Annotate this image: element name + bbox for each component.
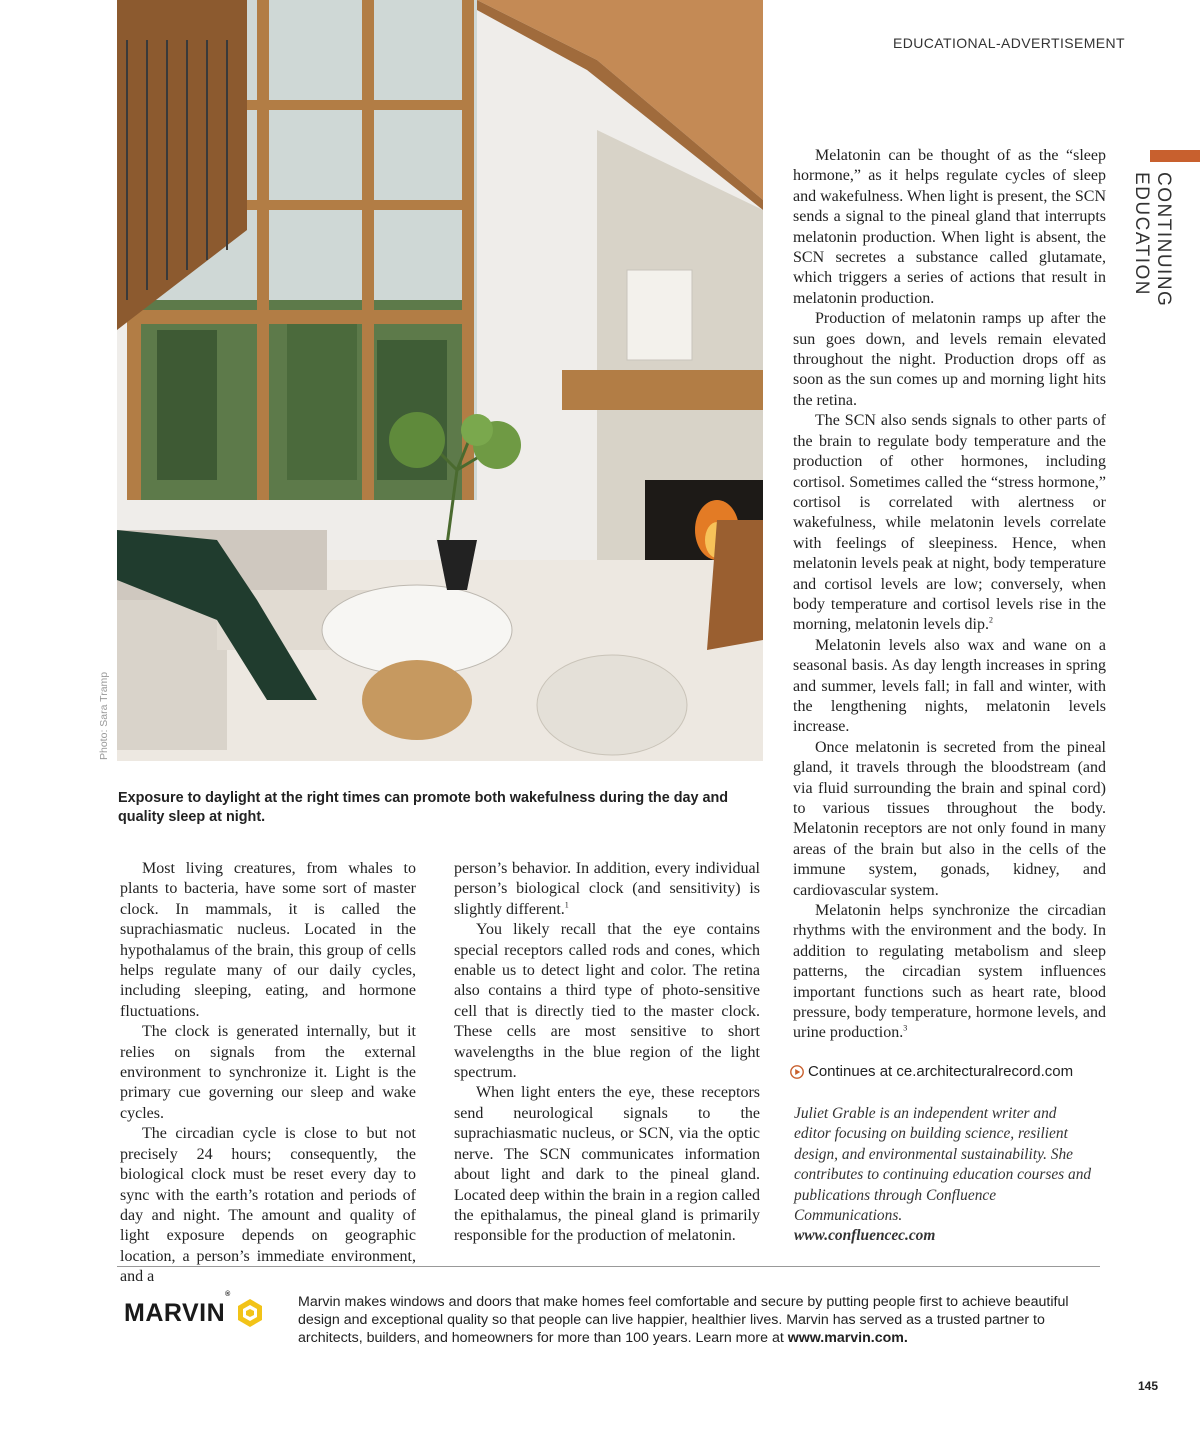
footnote-ref: 3 [903, 1024, 908, 1034]
article-column-2 [454, 859, 760, 1247]
living-room-photo [117, 0, 763, 761]
footnote-ref: 1 [564, 900, 569, 910]
paragraph: Production of melatonin ramps up after the sun goes down, and levels remain elevated throughout the night. Production drops off as soon as the sun comes up and morning light hits the retina. [793, 310, 1106, 409]
paragraph: Most living creatures, from whales to plants to bacteria, have some sort of master clock. In mammals, it is called the suprachiasmatic nucleus. Located in the hypothalamus of the brain, this group of cells helps regulate many of our daily cycles, including sleeping, eating, and hormone fluctuations. [120, 860, 416, 1020]
paragraph: When light enters the eye, these receptors send neurological signals to the suprachiasmatic nucleus, or SCN, via the optic nerve. The SCN communicates information about light and dark to the pineal gland. Located deep within the brain in a region called the epithalamus, the pineal gland is primarily responsible for the production of melatonin. [454, 1084, 760, 1245]
paragraph: The SCN also sends signals to other parts of the brain to regulate body temperature and the production of other hormones, including cortisol. Sometimes called the “stress hormone,” cortisol is correlated with alertness or wakefulness, while melatonin levels correlate with feelings of sleepiness. Hence, when melatonin levels peak at night, body temperature and cortisol levels are low; conversely, when body temperature and cortisol levels rise in the morning, melatonin levels dip.$^2$ [793, 412, 1106, 634]
paragraph: Once melatonin is secreted from the pineal gland, it travels through the bloodstream (and via fluid surrounding the brain and spinal cord) to various tissues throughout the body. Melatonin receptors are not only found in many areas of the brain but also in the cells of the immune system, gonads, kidney, and cardiovascular system. [793, 738, 1106, 899]
paragraph: Melatonin can be thought of as the “sleep hormone,” as it helps regulate cycles of sleep and wakefulness. When light is present, the SCN sends a signal to the pineal gland that interrupts melatonin production. When light is absent, the SCN secretes a substance called glutamate, which triggers a series of actions that result in melatonin production. [793, 147, 1106, 307]
article-column-3 [793, 146, 1106, 1044]
advertisement-label: EDUCATIONAL-ADVERTISEMENT [893, 35, 1125, 51]
paragraph: Melatonin helps synchronize the circadian rhythms with the environment and the body. In addition to regulating metabolism and sleep patterns, the circadian system influences important functions such as heart rate, blood pressure, body temperature, hormone levels, and urine production.$^3$ [793, 902, 1106, 1042]
marvin-website-link[interactable]: www.marvin.com. [787, 1329, 908, 1346]
photo-credit: Photo: Sara Tramp [98, 671, 110, 760]
section-label: CONTINUING EDUCATION [1131, 172, 1174, 308]
author-bio: Juliet Grable is an independent writer and editor focusing on building science, resilient design, and environmental sustainability. She contributes to continuing education courses and publications through Confluence Communications. www.confluencec.com [794, 1105, 1092, 1245]
section-accent-tab [1150, 150, 1200, 162]
marvin-wordmark: MARVIN® [124, 1290, 231, 1327]
footer-divider [117, 1266, 1100, 1267]
paragraph: The circadian cycle is close to but not precisely 24 hours; consequently, the biological clock must be reset every day to sync with the earth’s rotation and periods of day and night. The amount and quality of light exposure depends on geographic location, a person’s immediate environment, and a [120, 1125, 416, 1286]
play-circle-icon [790, 1065, 804, 1079]
photo-caption: Exposure to daylight at the right times can promote both wakefulness during the day and quality sleep at night. [118, 790, 729, 825]
continues-text: Continues at ce.architecturalrecord.com [808, 1063, 1074, 1080]
continues-link[interactable] [790, 1063, 1110, 1080]
paragraph: You likely recall that the eye contains special receptors called rods and cones, which enable us to detect light and color. The retina also contains a third type of photo-sensitive cell that is directly tied to the master clock. These cells are most sensitive to short wavelengths in the blue region of the light spectrum. [454, 921, 760, 1082]
sponsor-description: Marvin makes windows and doors that make homes feel comfortable and secure by putting people first to achieve beautiful design and exceptional quality so that people can live happier, healthier lives. Marvin has served as a trusted partner to architects, builders, and homeowners for more than 100 years. Learn more at www.marvin.com. [298, 1294, 1069, 1346]
author-website-link[interactable]: www.confluencec.com [794, 1227, 936, 1245]
paragraph: Melatonin levels also wax and wane on a seasonal basis. As day length increases in spring and summer, levels fall; in fall and winter, with the lengthening nights, melatonin levels increase. [793, 636, 1106, 736]
marvin-logo [124, 1290, 265, 1328]
marvin-emblem-icon [235, 1298, 265, 1328]
article-column-1 [120, 859, 416, 1288]
paragraph: The clock is generated internally, but it relies on signals from the external environment to synchronize it. Light is the primary cue governing our sleep and wake cycles. [120, 1023, 416, 1122]
paragraph: person’s behavior. In addition, every individual person’s biological clock (and sensitivity) is slightly different.$^1$ [454, 860, 760, 918]
page-number: 145 [1138, 1379, 1159, 1393]
footnote-ref: 2 [988, 616, 993, 626]
